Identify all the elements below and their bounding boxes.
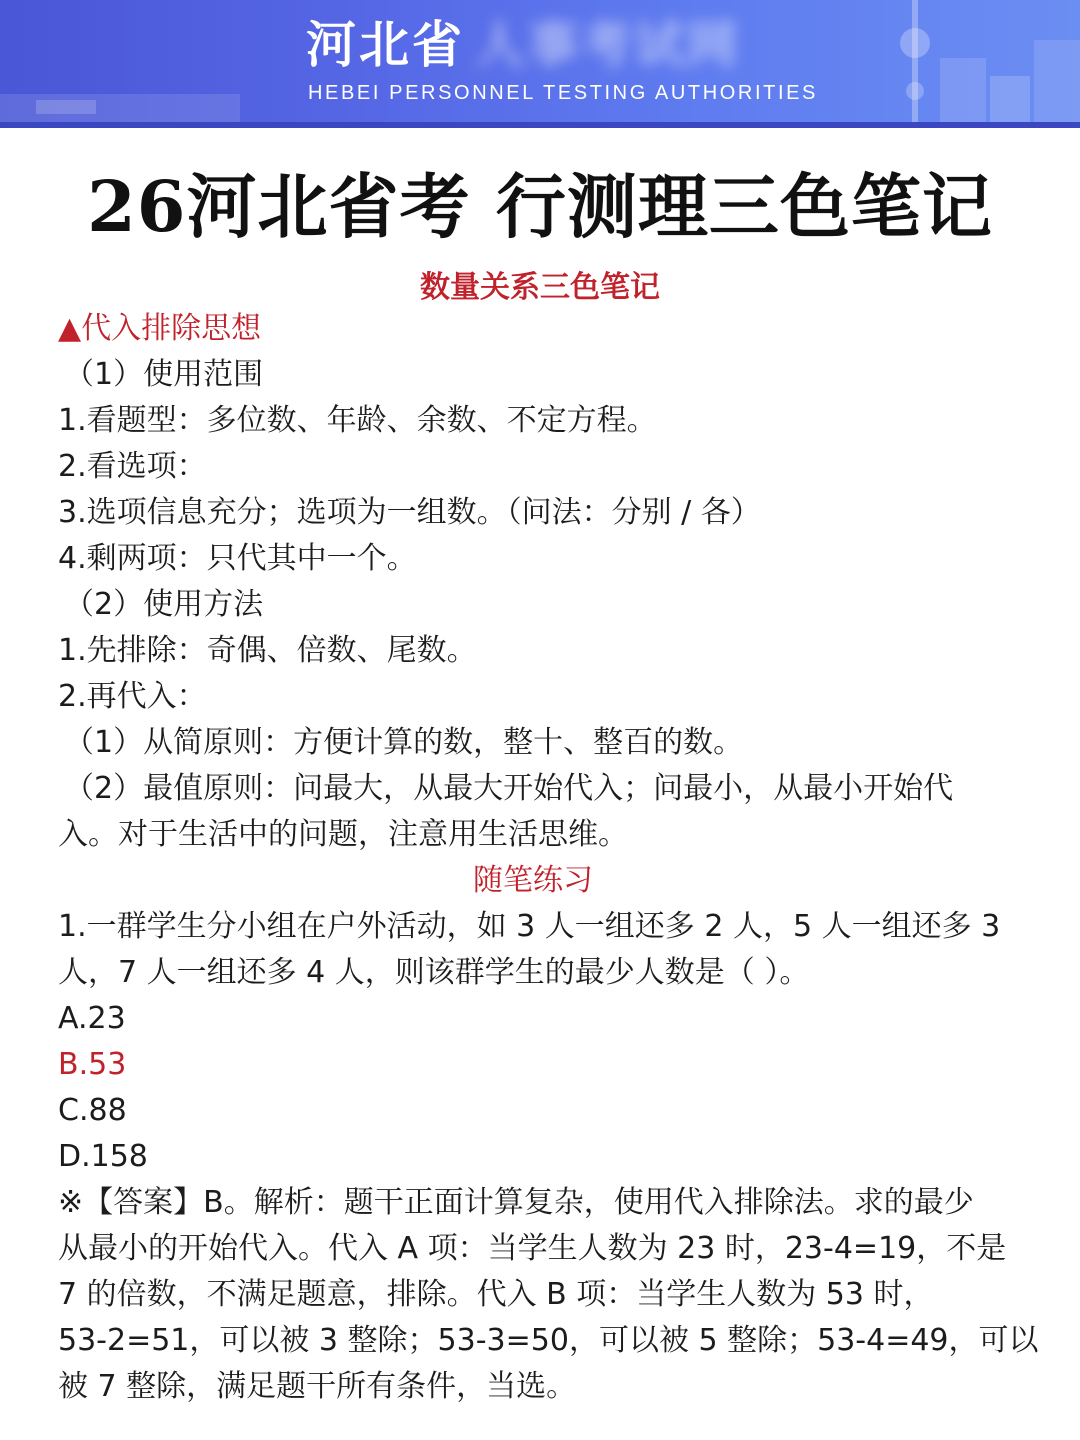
note-content	[58, 306, 1038, 1410]
method-item: 1.先排除：奇偶、倍数、尾数。	[58, 633, 477, 668]
tv-tower-illustration	[912, 0, 918, 128]
banner-bottom-strip	[0, 122, 1080, 128]
skyline-building	[940, 58, 986, 128]
answer-line: 被 7 整除，满足题干所有条件，当选。	[58, 1369, 577, 1404]
method-title: （2）使用方法	[64, 587, 264, 622]
banner-logo-title	[306, 14, 740, 76]
question-line: 人，7 人一组还多 4 人，则该群学生的最少人数是（ ）。	[58, 955, 810, 990]
page-subtitle: 数量关系三色笔记	[420, 270, 660, 305]
scope-item: 1.看题型：多位数、年龄、余数、不定方程。	[58, 403, 657, 438]
banner-subtitle-en: HEBEI PERSONNEL TESTING AUTHORITIES	[308, 82, 818, 104]
scope-item: 2.看选项：	[58, 449, 207, 484]
answer-line: ※【答案】B。解析：题干正面计算复杂，使用代入排除法。求的最少	[58, 1185, 974, 1220]
scope-item: 3.选项信息充分；选项为一组数。（问法：分别 / 各）	[58, 495, 761, 530]
method-principle: （2）最值原则：问最大，从最大开始代入；问最小，从最小开始代	[64, 771, 954, 806]
skyline-building	[990, 76, 1030, 128]
method-principle-cont: 入。对于生活中的问题，注意用生活思维。	[58, 817, 628, 852]
scope-title: （1）使用范围	[64, 357, 264, 392]
tv-tower-sphere-lower	[906, 82, 924, 100]
practice-heading: 随笔练习	[473, 863, 593, 898]
tv-tower-sphere	[900, 28, 930, 58]
answer-line: 7 的倍数，不满足题意，排除。代入 B 项：当学生人数为 53 时，	[58, 1277, 934, 1312]
answer-line: 53-2=51，可以被 3 整除；53-3=50，可以被 5 整除；53-4=49，可以	[58, 1323, 1039, 1358]
option-d: D.158	[58, 1139, 148, 1174]
method-principle: （1）从简原则：方便计算的数，整十、整百的数。	[64, 725, 744, 760]
banner-title-blurred: 人事考试网	[475, 16, 740, 74]
option-a: A.23	[58, 1001, 126, 1036]
answer-line: 从最小的开始代入。代入 A 项：当学生人数为 23 时，23-4=19，不是	[58, 1231, 1007, 1266]
page-title: 26河北省考 行测理三色笔记	[87, 165, 993, 248]
scope-item: 4.剩两项：只代其中一个。	[58, 541, 417, 576]
method-item: 2.再代入：	[58, 679, 207, 714]
option-b-correct: B.53	[58, 1047, 127, 1082]
question-line: 1.一群学生分小组在户外活动，如 3 人一组还多 2 人，5 人一组还多 3	[58, 909, 1001, 944]
header-banner	[0, 0, 1080, 128]
skyline-building	[1034, 40, 1080, 128]
section-heading: ▲代入排除思想	[58, 311, 262, 346]
option-c: C.88	[58, 1093, 127, 1128]
banner-title-visible: 河北省	[306, 16, 465, 74]
building-plaque	[36, 100, 96, 114]
